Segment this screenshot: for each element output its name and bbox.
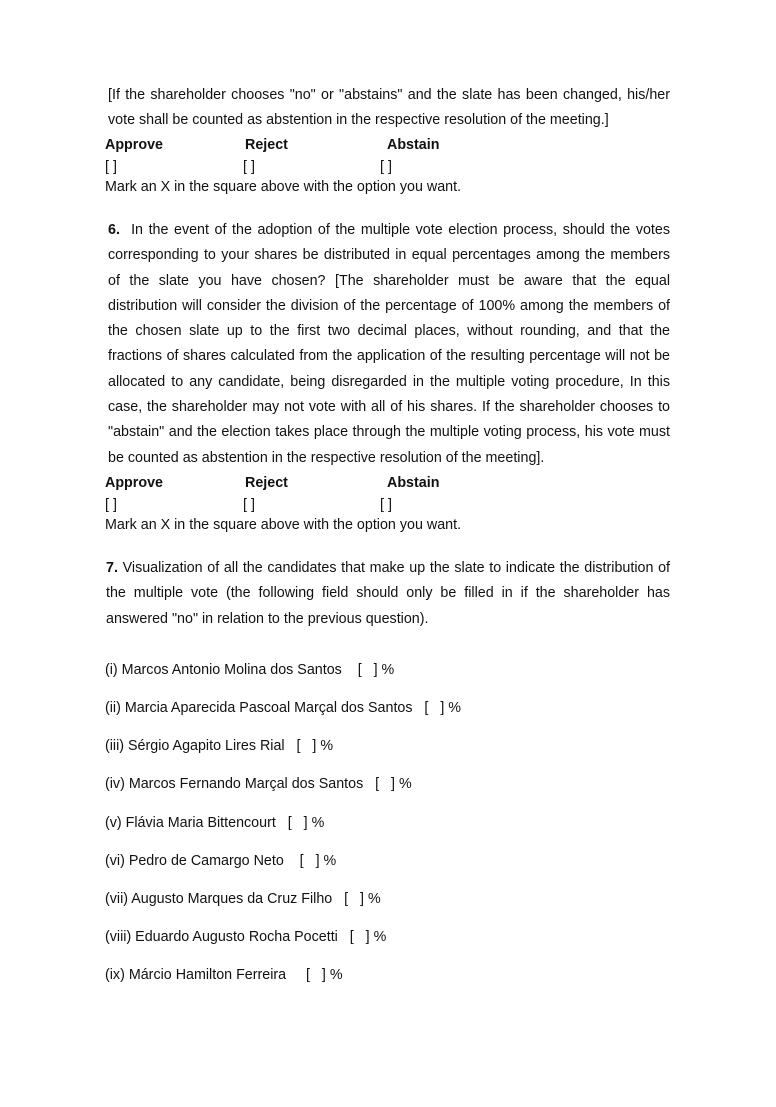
reject-header-2: Reject	[245, 475, 288, 491]
abstain-checkbox-2[interactable]: [ ]	[380, 497, 392, 513]
candidate-item[interactable]: (v) Flávia Maria Bittencourt [ ] %	[105, 815, 325, 831]
reject-checkbox-1[interactable]: [ ]	[243, 159, 255, 175]
approve-header-2: Approve	[105, 475, 163, 491]
candidate-item[interactable]: (i) Marcos Antonio Molina dos Santos [ ] %	[105, 662, 395, 678]
reject-header-1: Reject	[245, 137, 288, 153]
abstain-header-2: Abstain	[387, 475, 440, 491]
approve-checkbox-1[interactable]: [ ]	[105, 159, 117, 175]
slate-change-note: [If the shareholder chooses "no" or "abstains" and the slate has been changed, his/her vote shall be counted as abstention in the respective resolution of the meeting.]	[108, 87, 670, 129]
abstain-checkbox-1[interactable]: [ ]	[380, 159, 392, 175]
question-6-text: In the event of the adoption of the multiple vote election process, should the votes corresponding to your shares be distributed in equal percentages among the members of the slate you have chosen? [The shareholder must be aware that the equal distribution will consider the division of the percentage of 100% among the members of the chosen slate up to the first two decimal places, without rounding, and that the fractions of shares calculated from the application of the resulting percentage will not be allocated to any candidate, being disregarded in the multiple voting procedure, In this case, the shareholder may not vote with all of his shares. If the shareholder chooses to "abstain" and the election takes place through the multiple voting process, his vote must be counted as abstention in the respective resolution of the meeting].	[108, 222, 670, 466]
question-6	[108, 218, 670, 471]
reject-checkbox-2[interactable]: [ ]	[243, 497, 255, 513]
question-7-text: Visualization of all the candidates that make up the slate to indicate the distribution of the multiple vote (the following field should only be filled in if the shareholder has answered "no" in relation to the previous question).	[106, 560, 670, 627]
candidate-item[interactable]: (ix) Márcio Hamilton Ferreira [ ] %	[105, 967, 343, 983]
candidate-item[interactable]: (iii) Sérgio Agapito Lires Rial [ ] %	[105, 738, 334, 754]
mark-instruction-2: Mark an X in the square above with the option you want.	[105, 517, 462, 533]
candidate-item[interactable]: (iv) Marcos Fernando Marçal dos Santos [ ] %	[105, 776, 412, 792]
candidate-item[interactable]: (viii) Eduardo Augusto Rocha Pocetti [ ] %	[105, 929, 387, 945]
approve-header-1: Approve	[105, 137, 163, 153]
question-7-number: 7.	[106, 560, 118, 576]
candidate-item[interactable]: (ii) Marcia Aparecida Pascoal Marçal dos Santos [ ] %	[105, 700, 461, 716]
mark-instruction-1: Mark an X in the square above with the option you want.	[105, 179, 462, 195]
approve-checkbox-2[interactable]: [ ]	[105, 497, 117, 513]
candidate-item[interactable]: (vi) Pedro de Camargo Neto [ ] %	[105, 853, 337, 869]
abstain-header-1: Abstain	[387, 137, 440, 153]
question-6-number: 6.	[108, 222, 120, 238]
question-7	[106, 556, 670, 632]
candidate-item[interactable]: (vii) Augusto Marques da Cruz Filho [ ] %	[105, 891, 381, 907]
